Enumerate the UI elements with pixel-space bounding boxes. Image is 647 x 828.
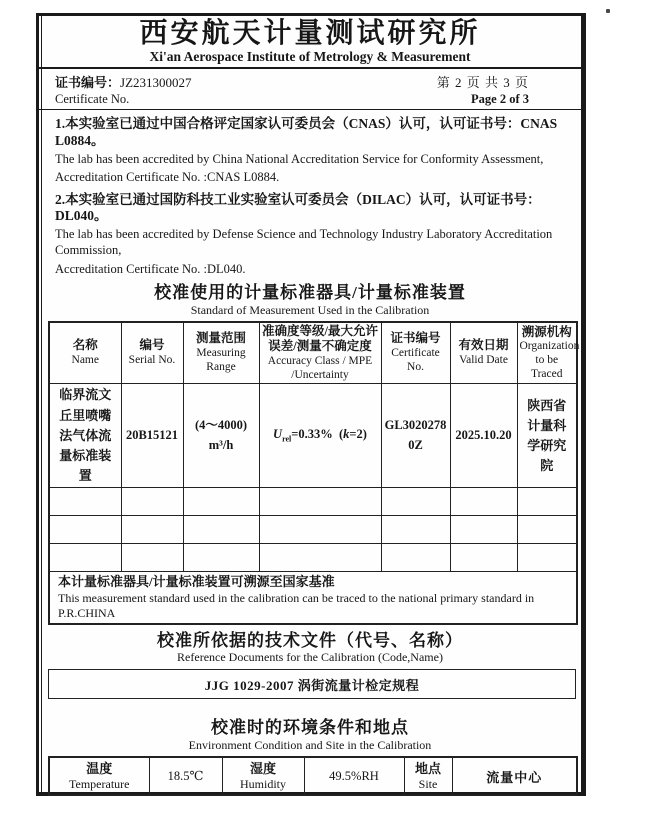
col-header-accuracy: 准确度等级/最大允许误差/测量不确定度 Accuracy Class / MPE /Uncertainty (259, 322, 381, 384)
humidity-value: 49.5%RH (304, 757, 404, 795)
empty-standards-row (49, 488, 577, 516)
site-value: 流量中心 (452, 757, 577, 795)
accreditation-2-en-line2: Accreditation Certificate No. :DL040. (55, 261, 246, 276)
institute-title-cn: 西安航天计量测试研究所 (139, 18, 481, 49)
accreditation-2-cn: 2.本实验室已通过国防科技工业实验室认可委员会（DILAC）认可，认可证书号：DL040。 (55, 192, 541, 224)
page-indicator-cn: 第 2 页 共 3 页 (436, 75, 529, 91)
empty-standards-row (49, 544, 577, 572)
page-indicator-en: Page 2 of 3 (471, 92, 529, 107)
cell-device-name: 临界流文丘里喷嘴法气体流量标准装置 (49, 384, 121, 488)
accreditation-1-en-line2: Accreditation Certificate No. :CNAS L0884. (55, 170, 280, 185)
cell-serial-number: 20B15121 (121, 384, 183, 488)
col-header-serial: 编号 Serial No. (121, 322, 183, 384)
certificate-row-divider (39, 109, 581, 110)
col-header-name: 名称 Name (49, 322, 121, 384)
reference-document-text: JJG 1029-2007 涡街流量计检定规程 (204, 677, 420, 693)
site-label: 地点 Site (404, 757, 452, 795)
col-header-range: 测量范围 Measuring Range (183, 322, 259, 384)
humidity-label: 湿度 Humidity (222, 757, 304, 795)
certificate-label-en: Certificate No. (55, 92, 130, 107)
col-header-certificate: 证书编号 Certificate No. (381, 322, 450, 384)
cell-valid-date: 2025.10.20 (450, 384, 517, 488)
certificate-number-row (39, 69, 581, 109)
scan-artifact-dot (606, 9, 610, 13)
accreditation-1-cn: 1.本实验室已通过中国合格评定国家认可委员会（CNAS）认可，认可证书号：CNAS L0884。 (55, 116, 558, 148)
spacer (39, 699, 581, 712)
standards-table (48, 321, 578, 625)
accreditation-1-en-line1: The lab has been accredited by China National Accreditation Service for Conformity Assessment, (55, 151, 544, 166)
institute-title-en: Xi'an Aerospace Institute of Metrology & Measurement (149, 49, 471, 65)
col-header-organization: 溯源机构 Organization to be Traced (517, 322, 577, 384)
reference-section-title-cn: 校准所依据的技术文件（代号、名称） (157, 630, 463, 650)
reference-document-box (48, 669, 576, 699)
cell-organization: 陕西省计量科学研究院 (517, 384, 577, 488)
environment-section-title-cn: 校准时的环境条件和地点 (211, 718, 409, 738)
environment-row (49, 757, 577, 795)
accreditation-2-en-line1: The lab has been accredited by Defense Science and Technology Industry Laboratory Accreditation Commission, (55, 227, 553, 258)
environment-section-title-en: Environment Condition and Site in the Calibration (188, 737, 432, 752)
standards-header-row (49, 322, 577, 384)
empty-standards-row (49, 516, 577, 544)
environment-table (48, 756, 578, 796)
certificate-number-block (55, 72, 192, 107)
traceability-note-row (49, 572, 577, 624)
certificate-number: JZ231300027 (120, 75, 192, 91)
traceability-note-cn: 本计量标准器具/计量标准装置可溯源至国家基准 (58, 574, 335, 590)
reference-section-title-en: Reference Documents for the Calibration (Code,Name) (177, 650, 443, 665)
col-header-valid-date: 有效日期 Valid Date (450, 322, 517, 384)
standard-device-row (49, 384, 577, 488)
temperature-value: 18.5℃ (149, 757, 222, 795)
certificate-label-cn: 证书编号： (55, 75, 121, 91)
page-border-frame (36, 13, 586, 796)
temperature-label: 温度 Temperature (49, 757, 149, 795)
cell-certificate-number: GL30202780Z (381, 384, 450, 488)
standards-section-title-cn: 校准使用的计量标准器具/计量标准装置 (154, 283, 466, 303)
accreditation-paragraphs (39, 116, 581, 277)
standards-section-title-en: Standard of Measurement Used in the Calibration (190, 302, 430, 317)
cell-measuring-range: (4～4000) m³/h (183, 384, 259, 488)
traceability-note-en: This measurement standard used in the calibration can be traced to the national primary standard in P.R.CHINA (58, 590, 535, 620)
page-indicator-block (437, 72, 529, 107)
cell-accuracy: $U_{rel}=0.33\%$ (k=2) (259, 384, 381, 488)
